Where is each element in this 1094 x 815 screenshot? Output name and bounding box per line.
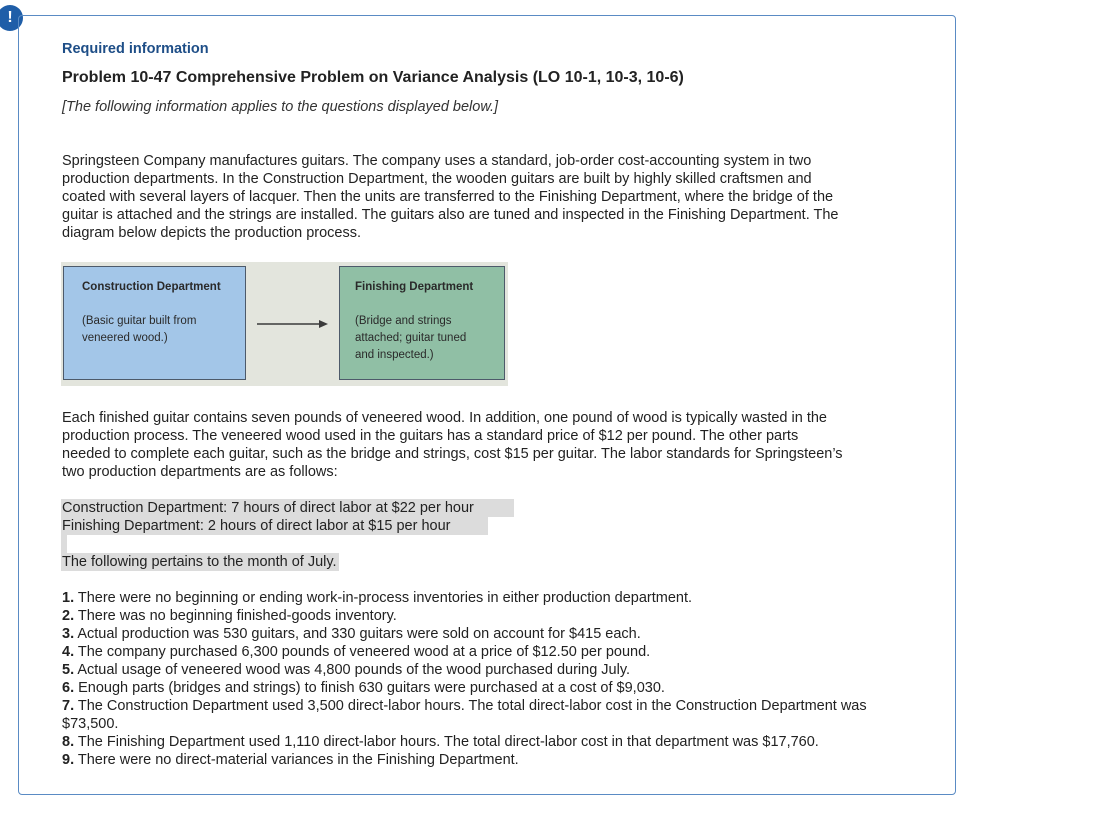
- list-item: [62, 625, 922, 643]
- finishing-department-desc: (Bridge and strings: [355, 315, 452, 327]
- list-item-number: 6.: [62, 680, 75, 696]
- list-item-number: 3.: [62, 626, 75, 642]
- list-item-text: Actual production was 530 guitars, and 330 guitars were sold on account for $415 each.: [74, 626, 641, 642]
- list-item-text: The company purchased 6,300 pounds of veneered wood at a price of $12.50 per pound.: [74, 644, 651, 660]
- list-item: [62, 679, 922, 697]
- labor-standard-construction: Construction Department: 7 hours of direct labor at $22 per hour: [61, 499, 514, 517]
- list-item: [62, 589, 922, 607]
- production-process-diagram: [61, 262, 508, 386]
- wood-line: needed to complete each guitar, such as the bridge and strings, cost $15 per guitar. The labor standards for Springsteen’s: [62, 446, 843, 462]
- finishing-department-box: [339, 266, 505, 380]
- intro-paragraph: [62, 152, 917, 242]
- list-item-number: 5.: [62, 662, 75, 678]
- list-item-number: 7.: [62, 698, 75, 714]
- arrow-right-icon: [257, 318, 329, 330]
- list-item-text: The Construction Department used 3,500 direct-labor hours. The total direct-labor cost in the Construction Department was $73,500.: [62, 698, 867, 732]
- wood-line: two production departments are as follows:: [62, 464, 338, 480]
- list-item-number: 9.: [62, 752, 75, 768]
- intro-line: Springsteen Company manufactures guitars. The company uses a standard, job-order cost-accounting system in two: [62, 153, 812, 169]
- finishing-department-desc: and inspected.): [355, 349, 434, 361]
- intro-line: production departments. In the Construction Department, the wooden guitars are built by highly skilled craftsmen and: [62, 171, 812, 187]
- list-item-number: 8.: [62, 734, 75, 750]
- wood-standards-paragraph: [62, 409, 917, 481]
- list-item: [62, 607, 922, 625]
- list-item-text: There were no beginning or ending work-in-process inventories in either production department.: [74, 590, 693, 606]
- intro-line: diagram below depicts the production process.: [62, 225, 362, 241]
- list-item: [62, 643, 922, 661]
- problem-title: Problem 10-47 Comprehensive Problem on Variance Analysis (LO 10-1, 10-3, 10-6): [62, 69, 684, 86]
- construction-department-title: Construction Department: [82, 281, 221, 293]
- finishing-department-title: Finishing Department: [355, 281, 474, 293]
- list-item-text: There were no direct-material variances in the Finishing Department.: [74, 752, 519, 768]
- list-item: [62, 697, 922, 733]
- highlight-marker: [61, 534, 67, 553]
- construction-department-box: [63, 266, 246, 380]
- intro-line: coated with several layers of lacquer. Then the units are transferred to the Finishing Department, where the bridge of the: [62, 189, 834, 205]
- intro-line: guitar is attached and the strings are installed. The guitars also are tuned and inspected in the Finishing Department. The: [62, 207, 839, 223]
- list-item-text: Actual usage of veneered wood was 4,800 pounds of the wood purchased during July.: [74, 662, 631, 678]
- list-item-number: 4.: [62, 644, 75, 660]
- wood-line: production process. The veneered wood used in the guitars has a standard price of $12 per pound. The other parts: [62, 428, 799, 444]
- list-item-number: 1.: [62, 590, 75, 606]
- labor-standards: [61, 499, 514, 535]
- july-facts-list: [62, 589, 922, 769]
- list-item: [62, 661, 922, 679]
- list-item: [62, 733, 922, 751]
- list-item: [62, 751, 922, 769]
- july-intro-line: The following pertains to the month of July.: [62, 554, 337, 570]
- list-item-number: 2.: [62, 608, 75, 624]
- problem-subtitle: [The following information applies to the questions displayed below.]: [62, 99, 499, 115]
- construction-department-desc: (Basic guitar built from: [82, 315, 197, 327]
- list-item-text: There was no beginning finished-goods inventory.: [74, 608, 397, 624]
- finishing-department-desc: attached; guitar tuned: [355, 332, 467, 344]
- wood-line: Each finished guitar contains seven pounds of veneered wood. In addition, one pound of wood is typically wasted in the: [62, 410, 827, 426]
- required-information-heading: Required information: [62, 41, 209, 57]
- list-item-text: Enough parts (bridges and strings) to finish 630 guitars were purchased at a cost of $9,030.: [74, 680, 665, 696]
- list-item-text: The Finishing Department used 1,110 direct-labor hours. The total direct-labor cost in that department was $17,760.: [74, 734, 819, 750]
- labor-standard-finishing: Finishing Department: 2 hours of direct labor at $15 per hour: [61, 517, 488, 535]
- alert-icon: !: [0, 5, 23, 31]
- construction-department-desc: veneered wood.): [82, 332, 168, 344]
